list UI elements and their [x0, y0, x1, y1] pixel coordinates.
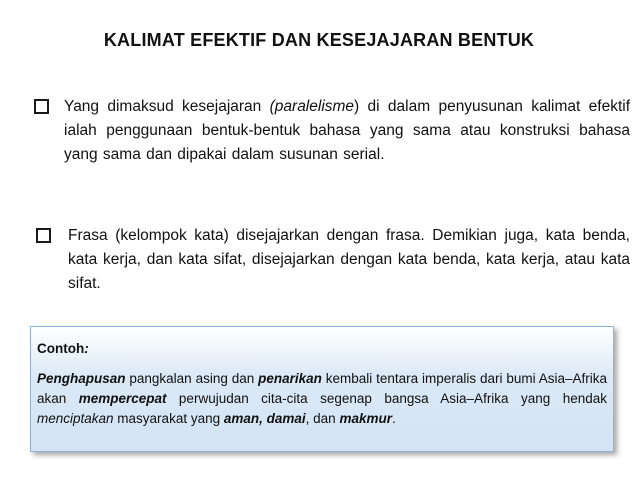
example-word-emphasis: makmur: [339, 411, 392, 426]
bullet-item-paralelisme: [64, 95, 630, 167]
bullet-text: Frasa (kelompok kata) disejajarkan dengan frasa. Demikian juga, kata benda, kata kerja, dan kata sifat, disejajarkan dengan kata benda, kata kerja, atau kata sifat.: [68, 227, 630, 292]
example-text: , dan: [305, 411, 340, 426]
bullet-item-frasa: [68, 224, 630, 296]
page-title: KALIMAT EFEKTIF DAN KESEJAJARAN BENTUK: [103, 30, 535, 50]
example-text: perwujudan cita-cita segenap bangsa Asia–Afrika yang hendak: [166, 391, 607, 406]
example-word-emphasis: Penghapusan: [37, 371, 126, 386]
example-text: masyarakat yang: [113, 411, 224, 426]
bullet-text-part: Yang dimaksud kesejajaran: [64, 98, 270, 115]
bullet-text-part: ) di dalam penyusunan kalimat efektif ialah penggunaan bentuk-bentuk bahasa yang sama atau konstruksi bahasa yang sama dan dipakai dalam susunan serial.: [64, 98, 631, 163]
example-text: pangkalan asing dan: [125, 371, 259, 386]
example-text: kembali tentara imperalis dari bumi Asia–Afrika akan: [37, 371, 607, 406]
example-word-emphasis: mempercepat: [78, 391, 167, 406]
example-text: .: [391, 411, 396, 426]
example-label-text: Contoh: [37, 341, 85, 356]
example-word-italic: menciptakan: [37, 411, 114, 426]
example-label-colon: :: [84, 341, 89, 356]
example-word-emphasis: aman, damai: [223, 411, 306, 426]
example-box: [30, 326, 614, 452]
example-label: [37, 339, 607, 359]
example-word-emphasis: penarikan: [258, 371, 322, 386]
example-sentence: [37, 369, 607, 429]
bullet-text: [64, 95, 630, 167]
checkbox-square-icon: [36, 228, 51, 243]
bullet-text-italic: (paralelisme: [269, 98, 355, 115]
checkbox-square-icon: [34, 99, 49, 114]
